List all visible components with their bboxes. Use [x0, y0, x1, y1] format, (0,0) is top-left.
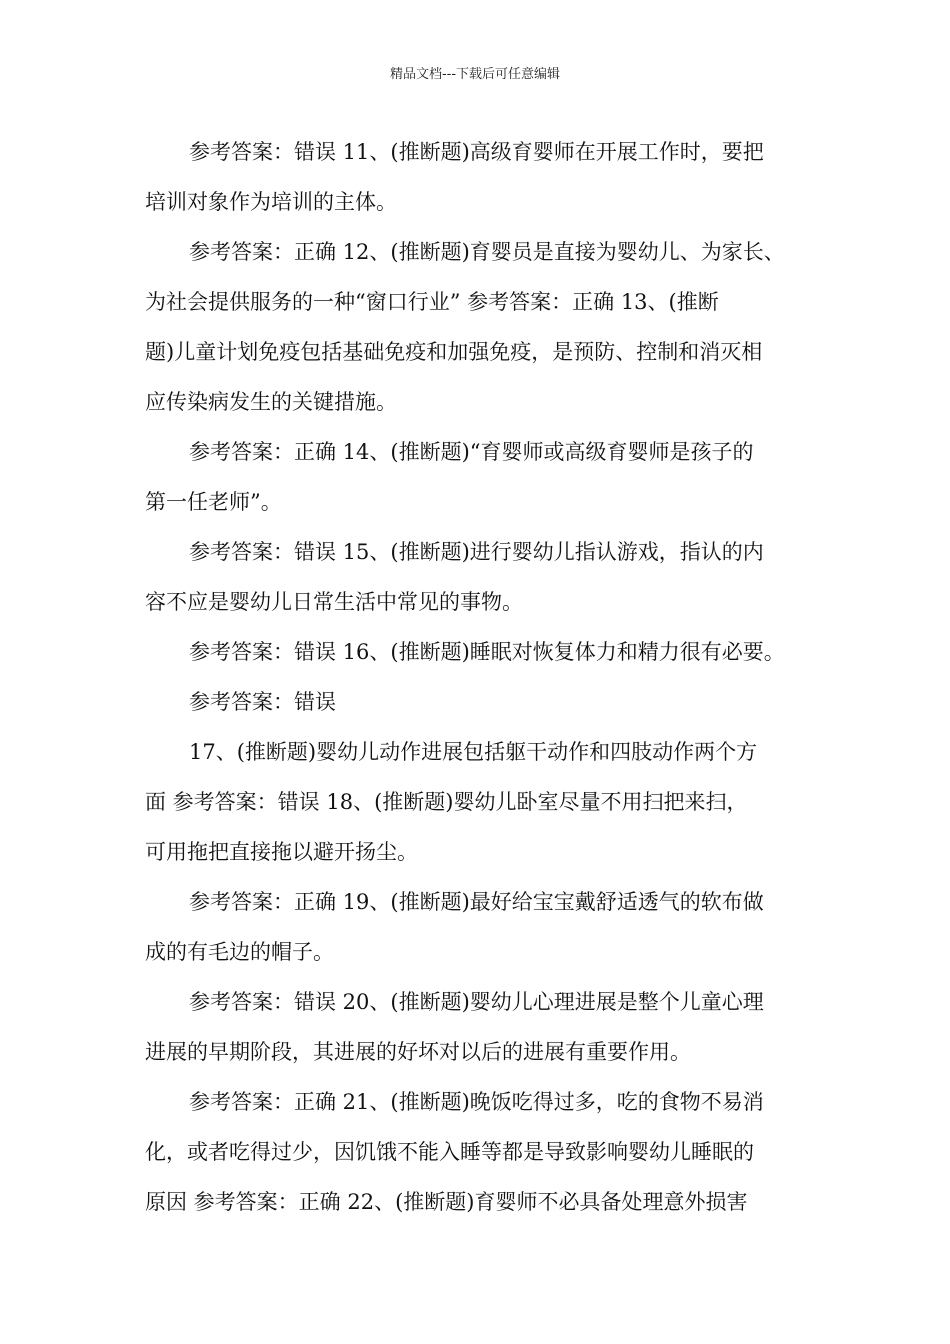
text-line: 参考答案：正确 14、(推断题)“育婴师或高级育婴师是孩子的	[189, 440, 754, 464]
document-body	[145, 130, 825, 1230]
text-line: 第一任老师”。	[145, 490, 282, 514]
text-line: 应传染病发生的关键措施。	[145, 390, 397, 414]
page-header: 精品文档---下载后可任意编辑	[389, 67, 561, 82]
text-line: 参考答案：正确 12、(推断题)育婴员是直接为婴幼儿、为家长、	[189, 240, 785, 264]
text-line: 参考答案：正确 21、(推断题)晚饭吃得过多，吃的食物不易消	[189, 1090, 764, 1114]
text-line: 参考答案：正确 19、(推断题)最好给宝宝戴舒适透气的软布做	[189, 890, 764, 914]
text-line: 题)儿童计划免疫包括基础免疫和加强免疫，是预防、控制和消灭相	[145, 340, 763, 364]
text-line: 化，或者吃得过少，因饥饿不能入睡等都是导致影响婴幼儿睡眠的	[145, 1140, 754, 1164]
text-line: 17、(推断题)婴幼儿动作进展包括躯干动作和四肢动作两个方	[189, 740, 758, 764]
text-line: 进展的早期阶段，其进展的好坏对以后的进展有重要作用。	[145, 1040, 691, 1064]
text-line: 参考答案：错误 11、(推断题)高级育婴师在开展工作时，要把	[189, 140, 764, 164]
text-line: 参考答案：错误 15、(推断题)进行婴幼儿指认游戏，指认的内	[189, 540, 764, 564]
text-line: 原因 参考答案：正确 22、(推断题)育婴师不必具备处理意外损害	[145, 1190, 748, 1214]
text-line: 参考答案：错误 20、(推断题)婴幼儿心理进展是整个儿童心理	[189, 990, 764, 1014]
text-line: 为社会提供服务的一种“窗口行业” 参考答案：正确 13、(推断	[145, 290, 719, 314]
text-line: 成的有毛边的帽子。	[145, 940, 334, 964]
text-line: 面 参考答案：错误 18、(推断题)婴幼儿卧室尽量不用扫把来扫，	[145, 790, 748, 814]
text-line: 参考答案：错误 16、(推断题)睡眠对恢复体力和精力很有必要。	[189, 640, 785, 664]
text-line: 可用拖把直接拖以避开扬尘。	[145, 840, 418, 864]
text-line: 培训对象作为培训的主体。	[145, 190, 397, 214]
text-line: 容不应是婴幼儿日常生活中常见的事物。	[145, 590, 523, 614]
text-line: 参考答案：错误	[189, 690, 336, 714]
